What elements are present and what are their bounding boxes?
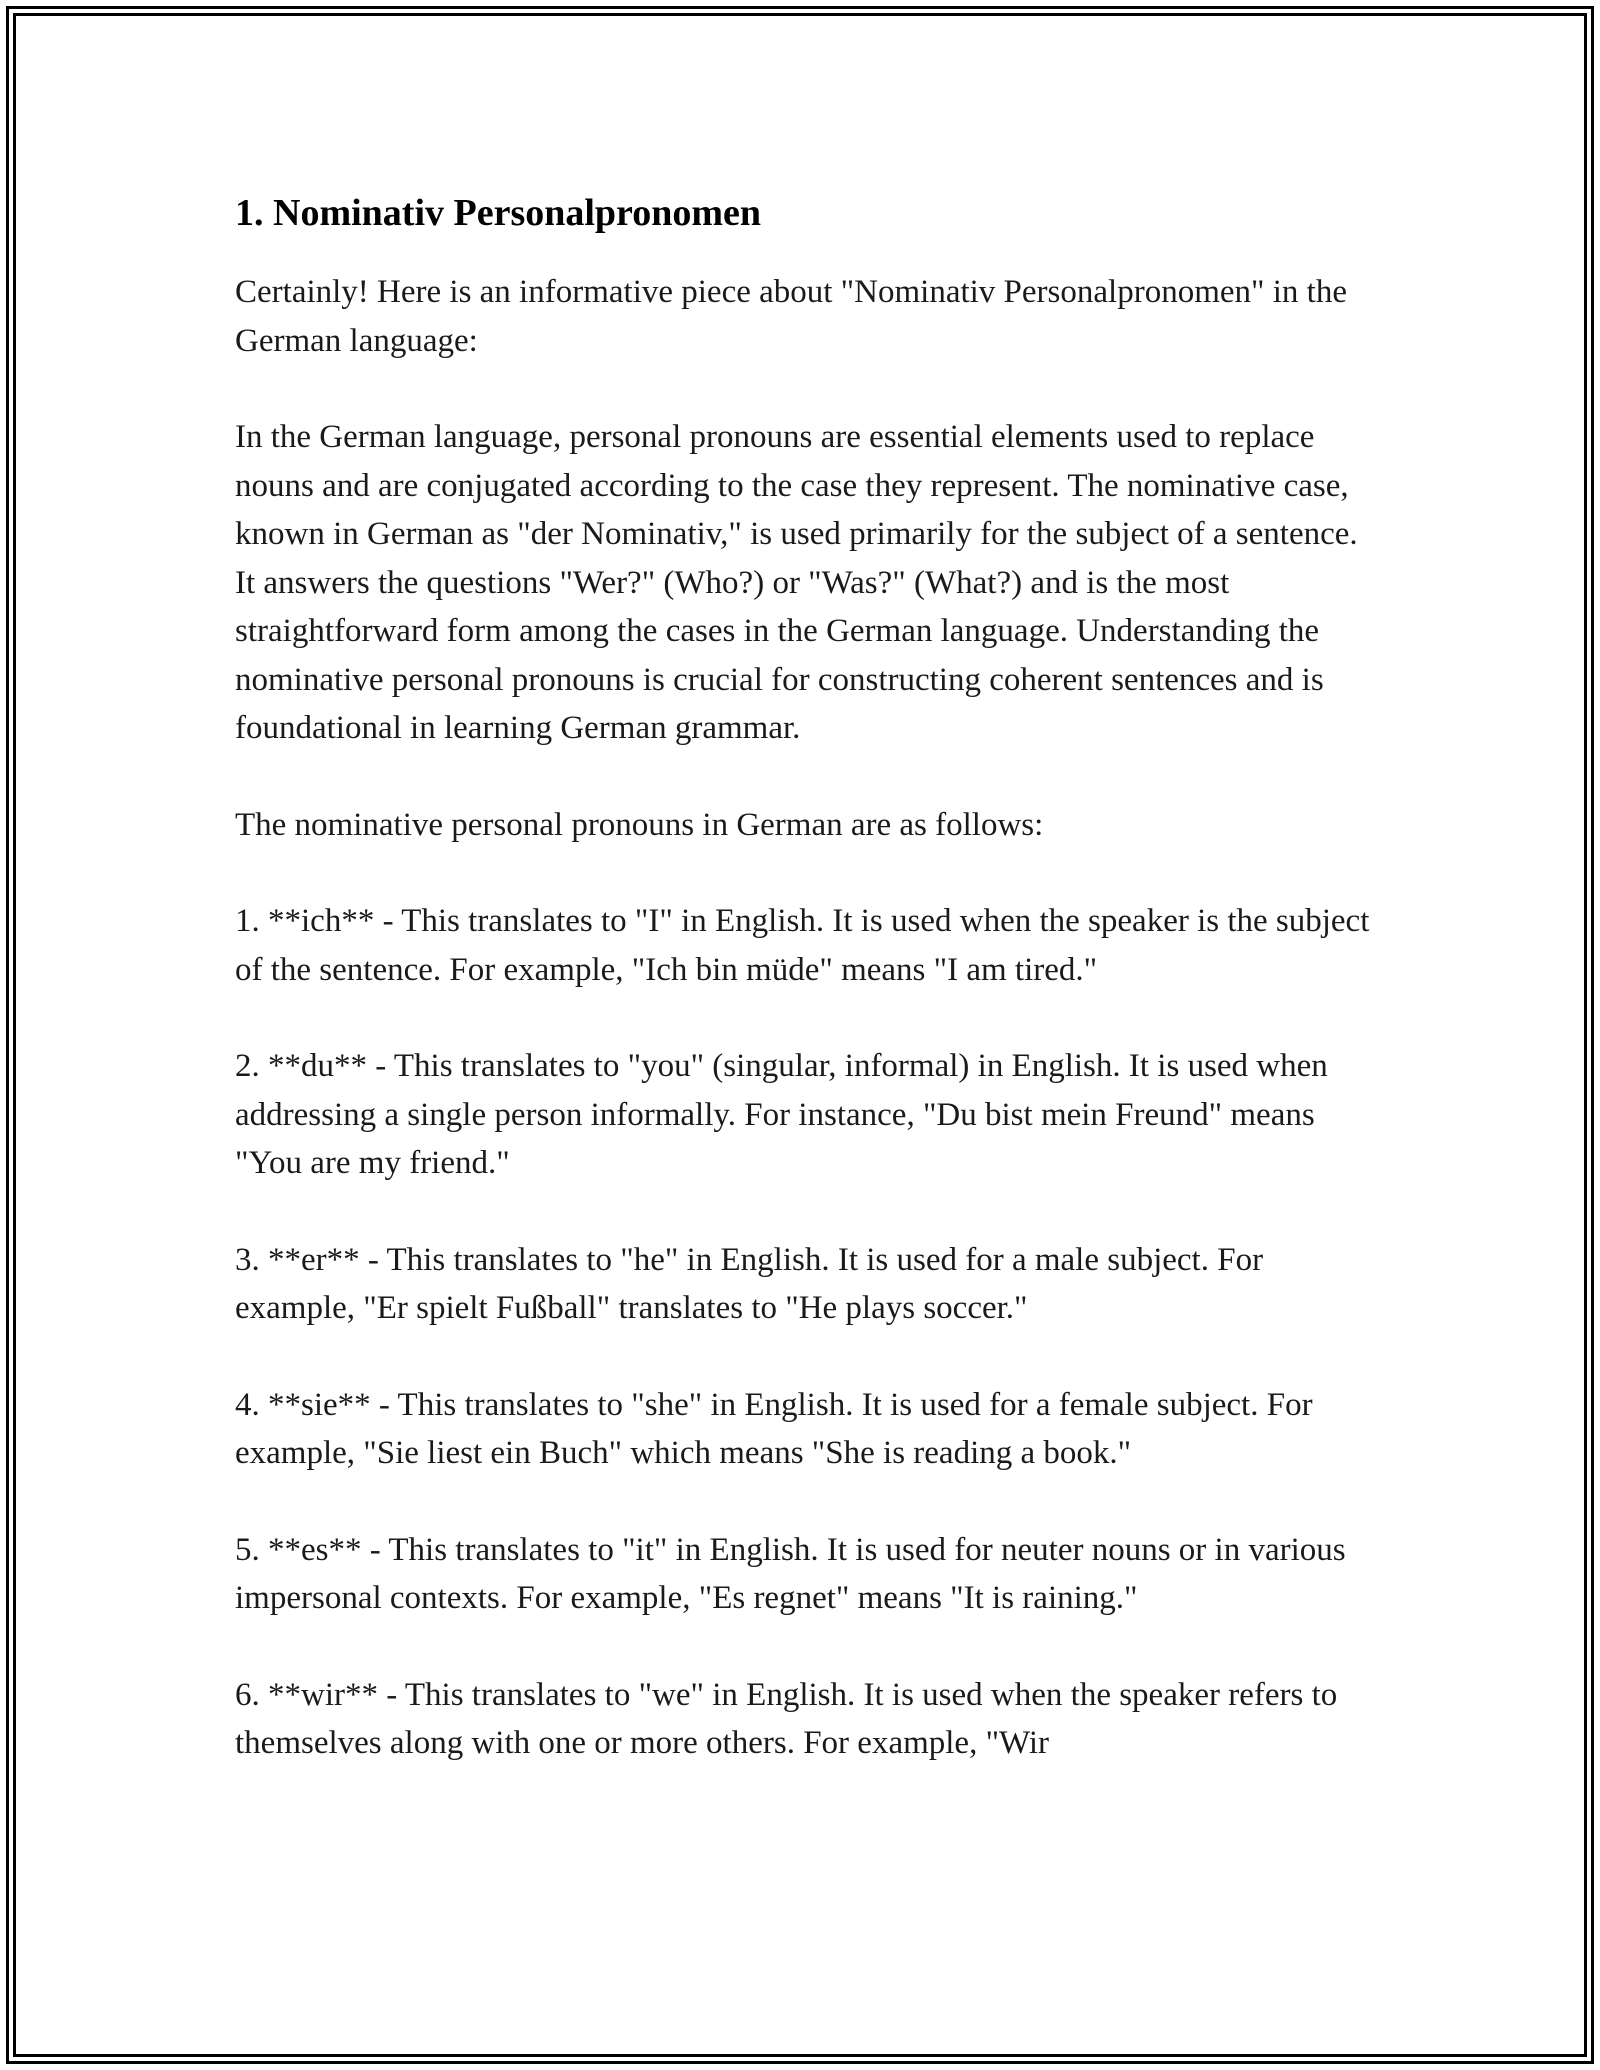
document-content: [235, 186, 1375, 1816]
document-title: 1. Nominativ Personalpronomen: [235, 192, 762, 234]
pronoun-item-er: 3. **er** - This translates to "he" in English. It is used for a male subject. For example, "Er spielt Fußball" translates to "He plays soccer.": [235, 1241, 1264, 1326]
pronoun-list-intro: The nominative personal pronouns in German are as follows:: [235, 806, 1044, 843]
pronoun-item-ich: 1. **ich** - This translates to "I" in English. It is used when the speaker is the subject of the sentence. For example, "Ich bin müde" means "I am tired.": [235, 903, 1370, 988]
intro-paragraph: Certainly! Here is an informative piece about "Nominativ Personalpronomen" in the German language:: [235, 274, 1347, 359]
pronoun-item-sie: 4. **sie** - This translates to "she" in English. It is used for a female subject. For example, "Sie liest ein Buch" which means "She is reading a book.": [235, 1386, 1313, 1471]
pronoun-item-wir: 6. **wir** - This translates to "we" in English. It is used when the speaker refers to themselves along with one or more others. For example, "Wir: [235, 1676, 1338, 1761]
pronoun-item-du: 2. **du** - This translates to "you" (singular, informal) in English. It is used when addressing a single person informally. For instance, "Du bist mein Freund" means "You are my friend.": [235, 1048, 1328, 1181]
nominative-explanation-paragraph: In the German language, personal pronouns are essential elements used to replace nouns and are conjugated according to the case they represent. The nominative case, known in German as "der Nominativ," is used primarily for the subject of a sentence. It answers the questions "Wer?" (Who?) or "Was?" (What?) and is the most straightforward form among the cases in the German language. Understanding the nominative personal pronouns is crucial for constructing coherent sentences and is foundational in learning German grammar.: [235, 419, 1358, 746]
pronoun-item-es: 5. **es** - This translates to "it" in English. It is used for neuter nouns or in various impersonal contexts. For example, "Es regnet" means "It is raining.": [235, 1531, 1346, 1616]
